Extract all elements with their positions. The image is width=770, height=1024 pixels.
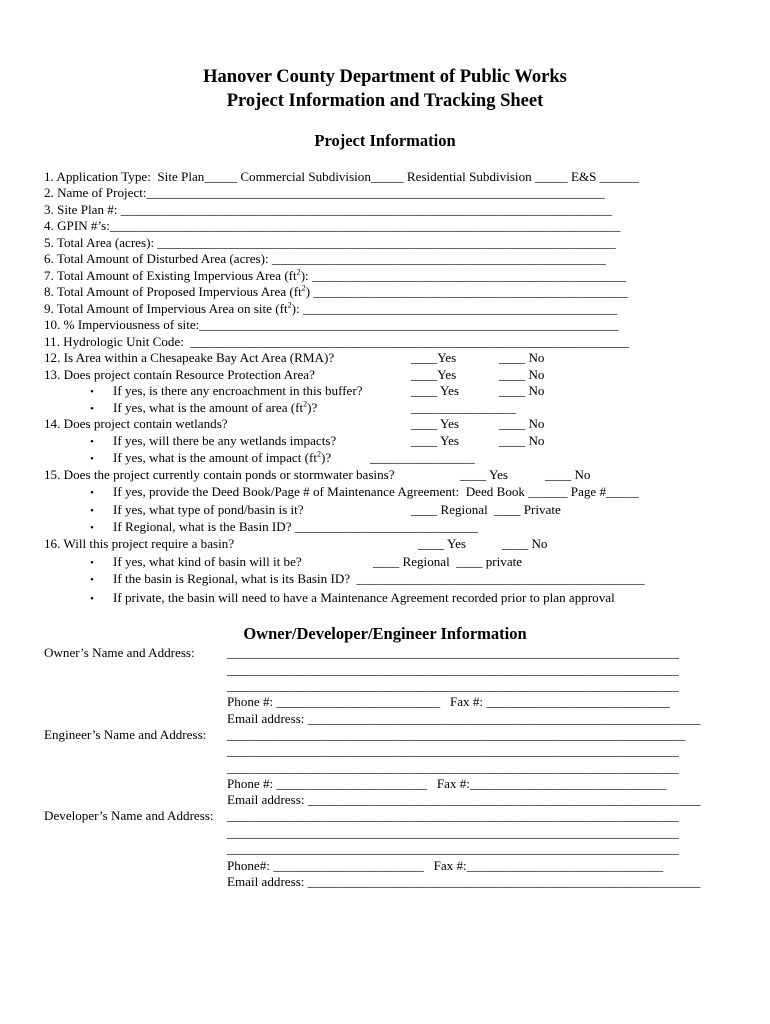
developer-phone-fax-field[interactable]: Phone#: _______________________ Fax #:______________________________: [227, 858, 664, 873]
squared-sup: 2: [296, 267, 301, 277]
impervious-on-site-field[interactable]: [44, 301, 617, 317]
squared-sup: 2: [301, 283, 306, 293]
q14-yes-option[interactable]: ____ Yes: [411, 416, 460, 431]
q13a-yes-option[interactable]: ____ Yes: [411, 383, 460, 398]
bullet-icon: •: [90, 505, 94, 517]
q14-label: 14. Does project contain wetlands?: [44, 416, 228, 431]
q15-yes-option[interactable]: ____ Yes: [460, 467, 509, 482]
engineer-phone-fax-field[interactable]: Phone #: _______________________ Fax #:______________________________: [227, 776, 667, 791]
q15-label: 15. Does the project currently contain ponds or stormwater basins?: [44, 467, 395, 482]
bullet-icon: •: [90, 453, 94, 465]
imperviousness-field[interactable]: 10. % Imperviousness of site:________________________________________________________________: [44, 317, 619, 332]
q14a-no-option[interactable]: ____ No: [499, 433, 545, 448]
q14-no-option[interactable]: ____ No: [499, 416, 545, 431]
gpin-field[interactable]: 4. GPIN #’s:______________________________________________________________________________: [44, 218, 621, 233]
q16-label: 16. Will this project require a basin?: [44, 536, 235, 551]
q15b-label: If yes, what type of pond/basin is it?: [113, 502, 304, 517]
proposed-impervious-blank: ) ________________________________________________: [305, 284, 628, 299]
project-info-heading: Project Information: [314, 131, 456, 150]
bullet-icon: •: [90, 403, 94, 415]
squared-sup: 2: [317, 449, 321, 459]
engineer-address-line-3[interactable]: _____________________________________________________________________: [227, 760, 679, 775]
q16a-kind-options[interactable]: ____ Regional ____ private: [373, 554, 523, 569]
regional-basin-id-field[interactable]: If the basin is Regional, what is its Basin ID? ____________________________________________: [113, 571, 645, 586]
hydrologic-unit-field[interactable]: 11. Hydrologic Unit Code: ___________________________________________________________________: [44, 334, 630, 349]
q12-yes-option[interactable]: ____Yes: [411, 350, 457, 365]
impervious-on-site-label: 9. Total Amount of Impervious Area on site (ft: [44, 301, 288, 316]
developer-address-line-1[interactable]: _____________________________________________________________________: [227, 808, 679, 823]
q13-yes-option[interactable]: ____Yes: [411, 367, 457, 382]
basin-id-field[interactable]: If Regional, what is the Basin ID? ____________________________: [113, 519, 479, 534]
bullet-icon: •: [90, 522, 94, 534]
bullet-icon: •: [90, 593, 94, 605]
owner-email-field[interactable]: Email address: ____________________________________________________________: [227, 711, 701, 726]
project-name-field[interactable]: 2. Name of Project:______________________________________________________________________: [44, 185, 605, 200]
q14a-yes-option[interactable]: ____ Yes: [411, 433, 460, 448]
owner-label: Owner’s Name and Address:: [44, 645, 195, 660]
impervious-on-site-blank: ): ________________________________________________: [291, 301, 618, 316]
existing-impervious-field[interactable]: [44, 268, 626, 284]
proposed-impervious-label: 8. Total Amount of Proposed Impervious Area (ft: [44, 284, 302, 299]
q13-label: 13. Does project contain Resource Protection Area?: [44, 367, 315, 382]
owner-phone-fax-field[interactable]: Phone #: _________________________ Fax #: ____________________________: [227, 694, 670, 709]
department-title: Hanover County Department of Public Works: [203, 67, 567, 87]
existing-impervious-blank: ): ________________________________________________: [300, 268, 627, 283]
q16-yes-option[interactable]: ____ Yes: [418, 536, 467, 551]
bullet-icon: •: [90, 436, 94, 448]
engineer-label: Engineer’s Name and Address:: [44, 727, 207, 742]
owner-address-line-2[interactable]: _____________________________________________________________________: [227, 662, 679, 677]
disturbed-area-field[interactable]: 6. Total Amount of Disturbed Area (acres): ___________________________________________________: [44, 251, 606, 266]
q14a-label: If yes, will there be any wetlands impacts?: [113, 433, 337, 448]
proposed-impervious-field[interactable]: [44, 284, 628, 300]
bullet-icon: •: [90, 487, 94, 499]
site-plan-number-field[interactable]: 3. Site Plan #: ___________________________________________________________________________: [44, 202, 612, 217]
q15-no-option[interactable]: ____ No: [545, 467, 591, 482]
q13-no-option[interactable]: ____ No: [499, 367, 545, 382]
owner-address-line-1[interactable]: _____________________________________________________________________: [227, 645, 679, 660]
q12-no-option[interactable]: ____ No: [499, 350, 545, 365]
bullet-icon: •: [90, 557, 94, 569]
maintenance-note: If private, the basin will need to have a Maintenance Agreement recorded prior to plan approval: [113, 590, 615, 605]
q13b-text: If yes, what is the amount of area (ft: [113, 400, 304, 415]
bullet-icon: •: [90, 574, 94, 586]
q13b-text-end: )?: [307, 400, 318, 415]
q12-label: 12. Is Area within a Chesapeake Bay Act Area (RMA)?: [44, 350, 335, 365]
squared-sup: 2: [287, 300, 292, 310]
application-type-field[interactable]: 1. Application Type: Site Plan_____ Commercial Subdivision_____ Residential Subdivision _____ E&S ______: [44, 169, 639, 184]
engineer-address-line-1[interactable]: ______________________________________________________________________: [227, 727, 686, 742]
bullet-icon: •: [90, 386, 94, 398]
sheet-title: Project Information and Tracking Sheet: [226, 91, 544, 111]
owner-address-line-3[interactable]: _____________________________________________________________________: [227, 678, 679, 693]
developer-address-line-2[interactable]: _____________________________________________________________________: [227, 825, 679, 840]
q16-no-option[interactable]: ____ No: [502, 536, 548, 551]
total-area-field[interactable]: 5. Total Area (acres): ______________________________________________________________________: [44, 235, 616, 250]
deed-book-field[interactable]: If yes, provide the Deed Book/Page # of Maintenance Agreement: Deed Book ______ Page #_____: [113, 484, 639, 499]
q14b-text-end: )?: [321, 450, 332, 465]
developer-label: Developer’s Name and Address:: [44, 808, 214, 823]
existing-impervious-label: 7. Total Amount of Existing Impervious Area (ft: [44, 268, 297, 283]
squared-sup: 2: [303, 399, 308, 409]
q15b-type-options[interactable]: ____ Regional ____ Private: [411, 502, 561, 517]
q16a-label: If yes, what kind of basin will it be?: [113, 554, 302, 569]
q14b-impact-field[interactable]: ________________: [370, 450, 475, 465]
q13b-label: [113, 400, 317, 416]
q13a-label: If yes, is there any encroachment in this buffer?: [113, 383, 363, 398]
engineer-address-line-2[interactable]: _____________________________________________________________________: [227, 743, 679, 758]
q14b-text: If yes, what is the amount of impact (ft: [113, 450, 317, 465]
q13b-area-field[interactable]: ________________: [411, 400, 516, 415]
q13a-no-option[interactable]: ____ No: [499, 383, 545, 398]
developer-email-field[interactable]: Email address: ____________________________________________________________: [227, 874, 701, 889]
engineer-email-field[interactable]: Email address: ____________________________________________________________: [227, 792, 701, 807]
contacts-heading: Owner/Developer/Engineer Information: [243, 624, 527, 643]
q14b-label: [113, 450, 331, 466]
developer-address-line-3[interactable]: _____________________________________________________________________: [227, 841, 679, 856]
